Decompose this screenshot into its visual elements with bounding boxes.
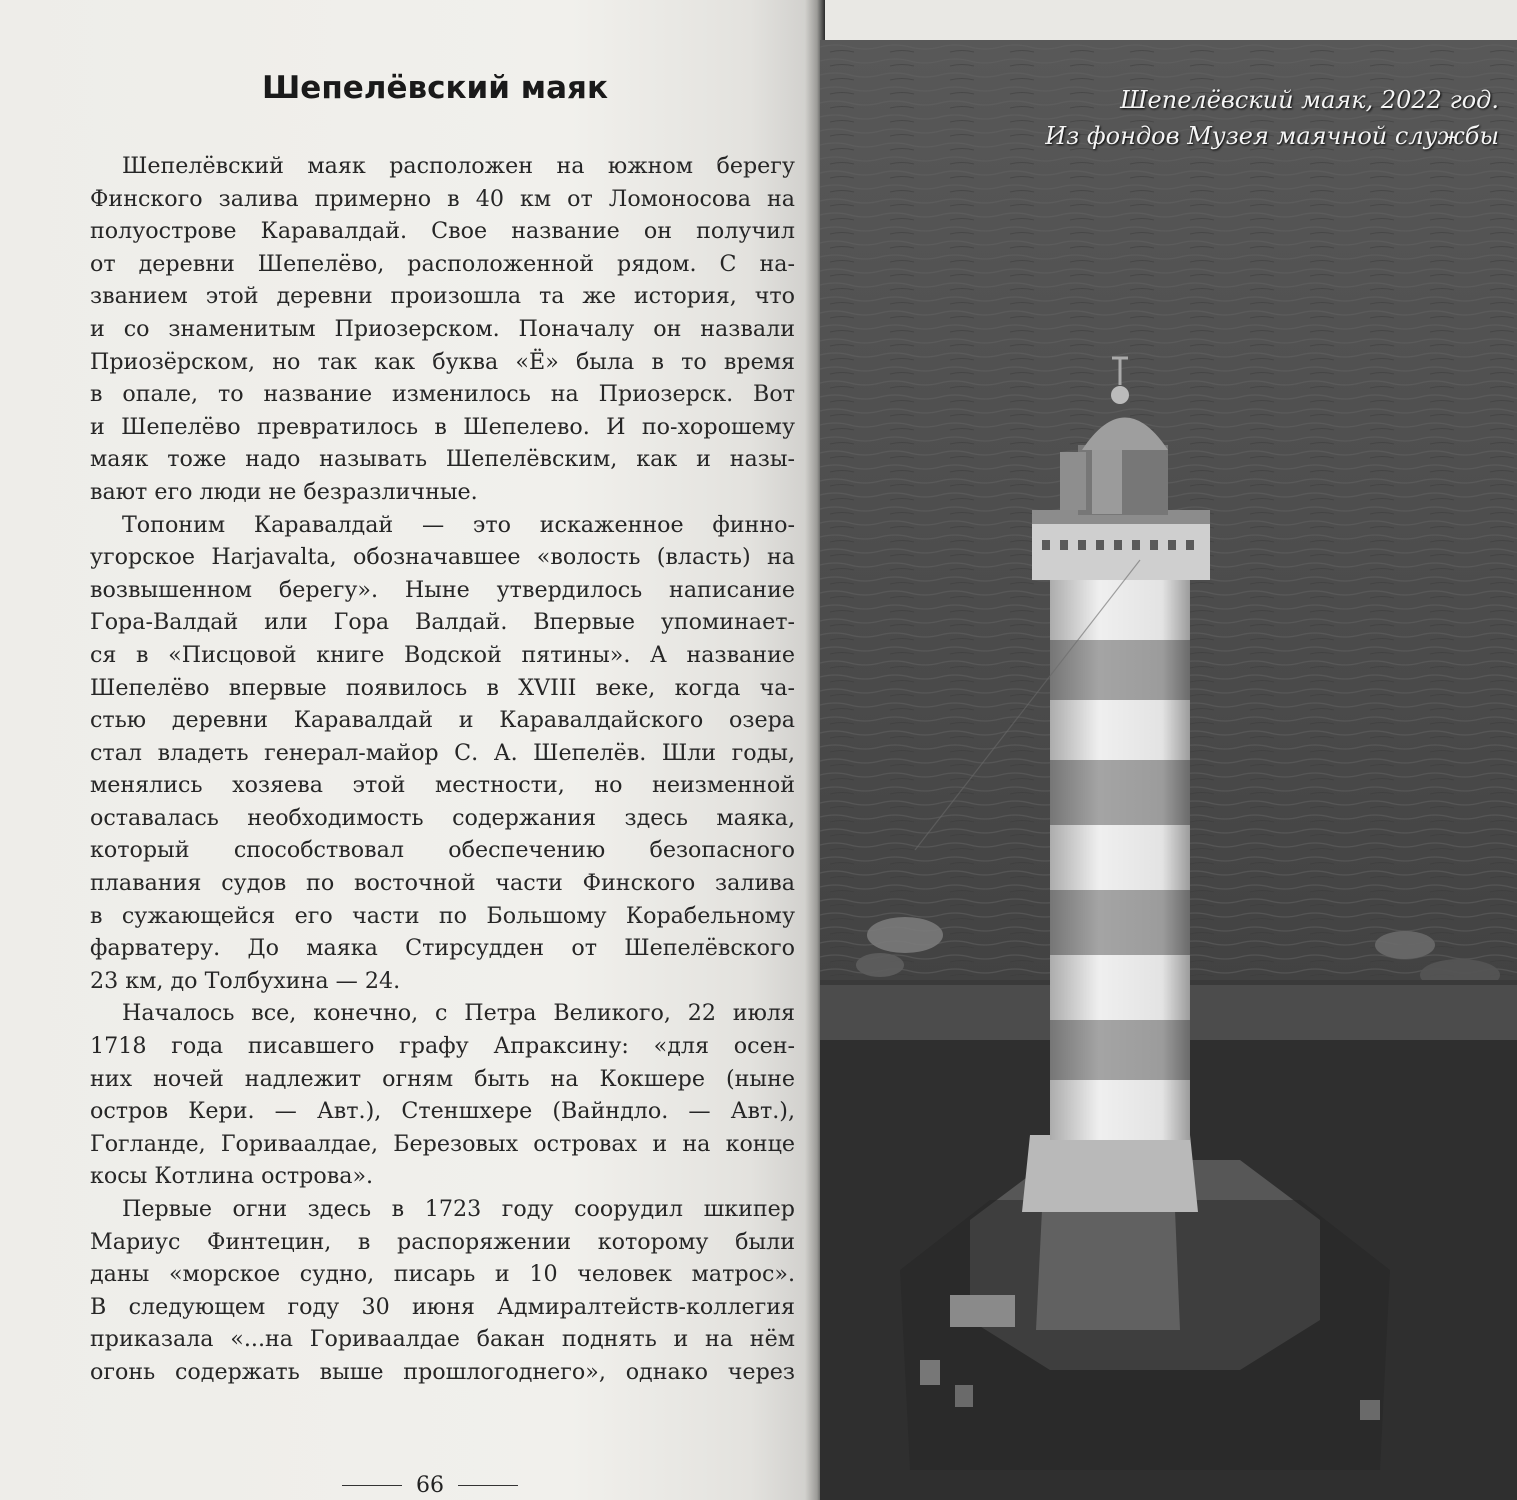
text-line: Приозёрском, но так как буква «Ё» была в то время [90, 348, 795, 375]
text-line: угорское Harjavalta, обозначавшее «волость (власть) на [90, 544, 795, 571]
right-page [820, 40, 1517, 1500]
text-line: Топоним Каравалдай — это искаженное финно- [122, 511, 795, 538]
text-line: в опале, то название изменилось на Приозерск. Вот [90, 381, 795, 408]
lighthouse-photo [820, 40, 1517, 1500]
text-line: возвышенном берегу». Ныне утвердилось написание [90, 576, 795, 603]
text-line: фарватеру. До маяка Стирсудден от Шепелёвского [90, 935, 795, 962]
text-line: Гора-Валдай или Гора Валдай. Впервые упоминает- [90, 609, 795, 636]
photo-caption [1045, 82, 1499, 154]
text-line: стью деревни Каравалдай и Каравалдайского озера [90, 707, 795, 734]
text-line: приказала «...на Гориваалдае бакан поднять и на нём [90, 1326, 795, 1353]
page-title: Шепелёвский маяк [262, 70, 608, 106]
text-line: Финского залива примерно в 40 км от Ломоносова на [90, 185, 795, 212]
text-line: ся в «Писцовой книге Водской пятины». А название [90, 641, 795, 668]
text-line: В следующем году 30 июня Адмиралтейств-коллегия [90, 1293, 795, 1320]
text-line: в сужающейся его части по Большому Корабельному [90, 902, 795, 929]
caption-line-1: Шепелёвский маяк, 2022 год. [1120, 86, 1499, 114]
text-line: званием этой деревни произошла та же история, что [90, 283, 795, 310]
body-text [90, 150, 795, 1389]
page-footer [330, 1470, 530, 1500]
page-number: 66 [416, 1472, 444, 1498]
text-line: и со знаменитым Приозерском. Поначалу он назвали [90, 315, 795, 342]
text-line: огонь содержать выше прошлогоднего», однако через [90, 1358, 795, 1385]
footer-rule-right [458, 1485, 518, 1486]
text-line: плавания судов по восточной части Финского залива [90, 870, 795, 897]
text-line: менялись хозяева этой местности, но неизменной [90, 772, 795, 799]
text-line: который способствовал обеспечению безопасного [90, 837, 795, 864]
text-line: косы Котлина острова». [90, 1163, 374, 1190]
text-line: Началось все, конечно, с Петра Великого, 22 июля [122, 1000, 795, 1027]
text-line: Шепелёвский маяк расположен на южном берегу [122, 153, 795, 179]
text-line: и Шепелёво превратилось в Шепелево. И по-хорошему [90, 413, 795, 440]
text-line: Шепелёво впервые появилось в XVIII веке, когда ча- [90, 674, 795, 701]
text-line: полуострове Каравалдай. Свое название он получил [90, 218, 795, 245]
text-line: даны «морское судно, писарь и 10 человек матрос». [90, 1261, 795, 1288]
text-line: Гогланде, Гориваалдае, Березовых островах и на конце [90, 1130, 795, 1157]
text-line: оставалась необходимость содержания здесь маяка, [90, 804, 795, 831]
text-line: них ночей надлежит огням быть на Кокшере (ныне [90, 1065, 795, 1092]
text-line: вают его люди не безразличные. [90, 478, 478, 505]
text-line: маяк тоже надо называть Шепелёвским, как и назы- [90, 446, 795, 473]
text-line: Первые огни здесь в 1723 году соорудил шкипер [122, 1196, 795, 1222]
text-line: от деревни Шепелёво, расположенной рядом. С на- [90, 250, 795, 277]
text-line: стал владеть генерал-майор С. А. Шепелёв. Шли годы, [90, 739, 795, 766]
text-line: остров Кери. — Авт.), Стеншхере (Вайндло. — Авт.), [90, 1098, 795, 1125]
caption-line-2: Из фондов Музея маячной службы [1045, 122, 1499, 150]
text-line: 23 км, до Толбухина — 24. [90, 967, 401, 994]
text-line: Мариус Финтецин, в распоряжении которому были [90, 1228, 795, 1255]
footer-rule-left [342, 1485, 402, 1486]
text-line: 1718 года писавшего графу Апраксину: «для осен- [90, 1033, 795, 1060]
